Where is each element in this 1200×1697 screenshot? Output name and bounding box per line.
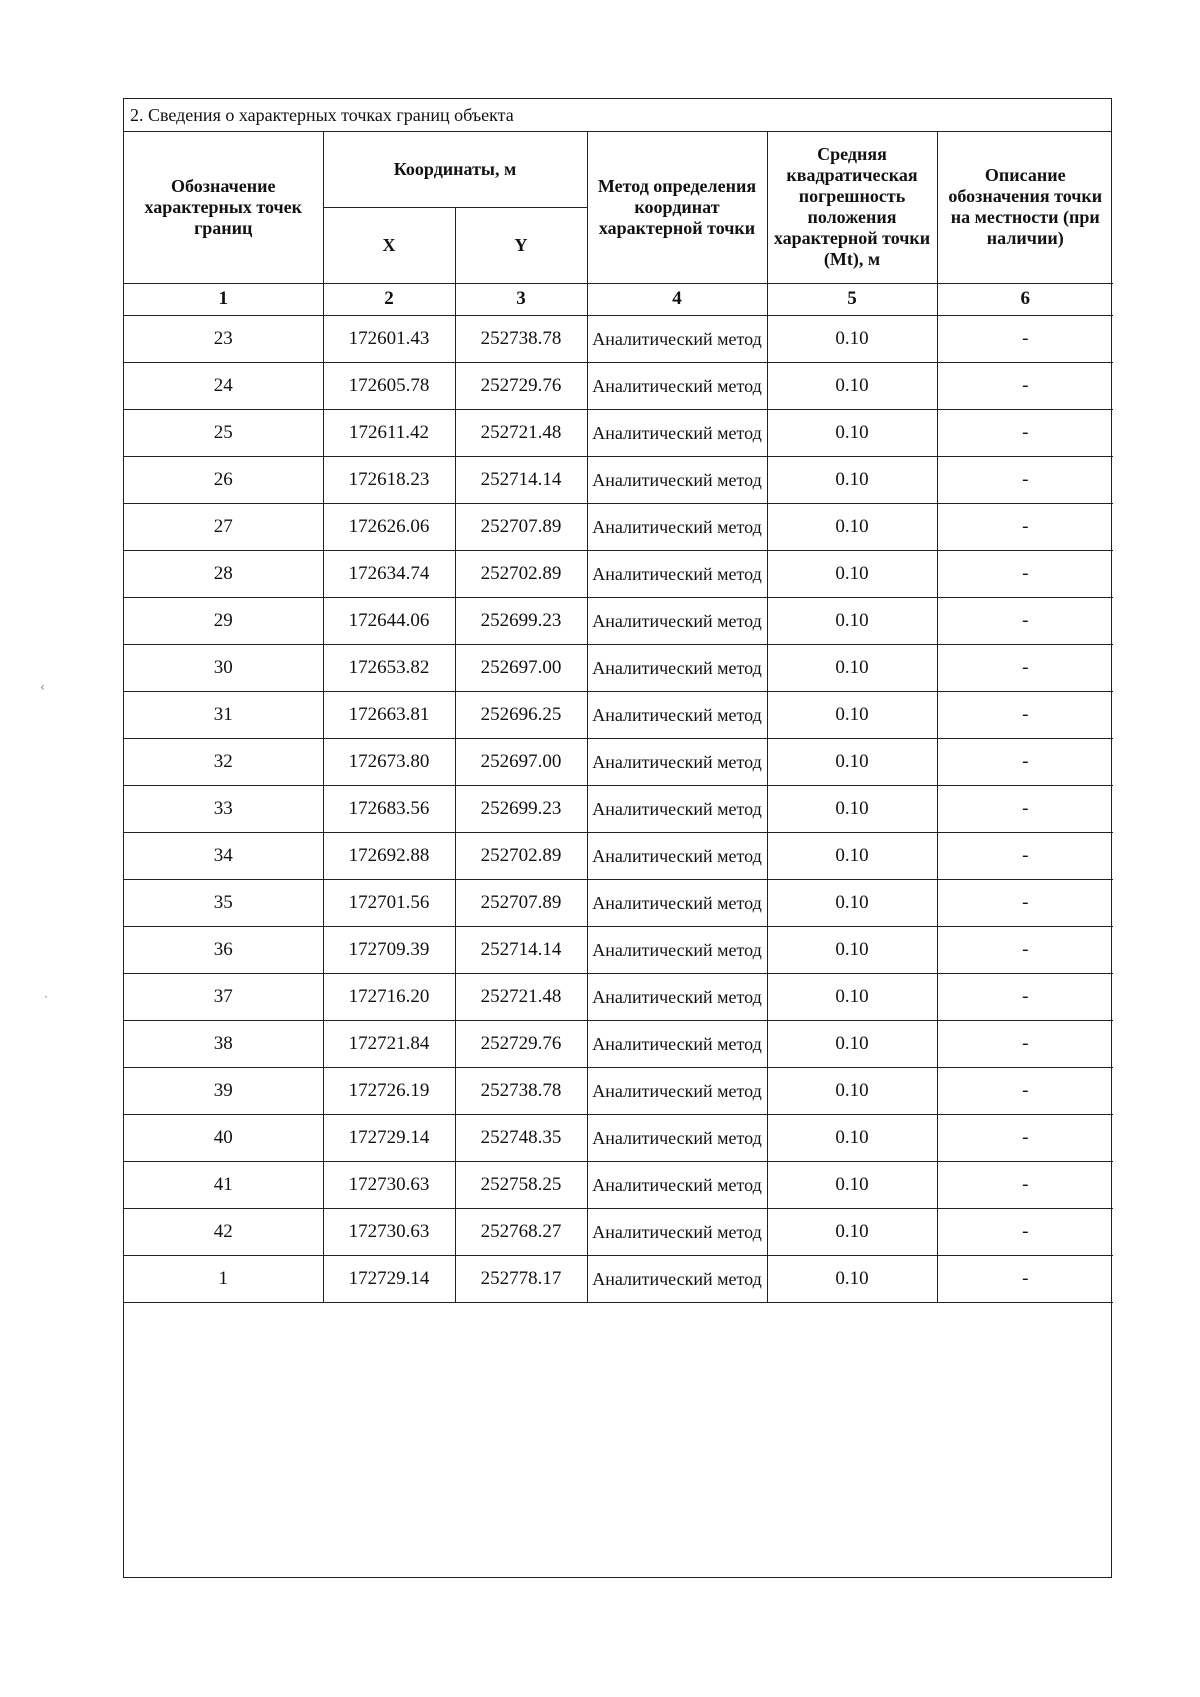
- method-cell: Аналитический метод: [587, 503, 767, 550]
- x-coordinate-cell: 172605.78: [323, 362, 455, 409]
- table-row: [124, 409, 1113, 456]
- x-coordinate-cell: 172729.14: [323, 1255, 455, 1302]
- description-cell: -: [937, 409, 1113, 456]
- description-cell: -: [937, 1161, 1113, 1208]
- table-row: [124, 644, 1113, 691]
- mt-cell: 0.10: [767, 973, 937, 1020]
- mt-cell: 0.10: [767, 315, 937, 362]
- x-coordinate-cell: 172683.56: [323, 785, 455, 832]
- scan-mark: ‹: [40, 680, 45, 694]
- header-method: Метод определения координат характерной точки: [587, 132, 767, 283]
- description-cell: -: [937, 1067, 1113, 1114]
- method-cell: Аналитический метод: [587, 409, 767, 456]
- column-number: 1: [124, 283, 323, 315]
- point-cell: 1: [124, 1255, 323, 1302]
- column-number: 5: [767, 283, 937, 315]
- description-cell: -: [937, 550, 1113, 597]
- mt-cell: 0.10: [767, 1161, 937, 1208]
- mt-cell: 0.10: [767, 1020, 937, 1067]
- x-coordinate-cell: 172626.06: [323, 503, 455, 550]
- table-row: [124, 832, 1113, 879]
- table-row: [124, 1020, 1113, 1067]
- point-cell: 39: [124, 1067, 323, 1114]
- method-cell: Аналитический метод: [587, 1161, 767, 1208]
- point-cell: 24: [124, 362, 323, 409]
- table-row: [124, 1255, 1113, 1302]
- mt-cell: 0.10: [767, 597, 937, 644]
- y-coordinate-cell: 252758.25: [455, 1161, 587, 1208]
- point-cell: 33: [124, 785, 323, 832]
- y-coordinate-cell: 252702.89: [455, 832, 587, 879]
- point-cell: 38: [124, 1020, 323, 1067]
- point-cell: 32: [124, 738, 323, 785]
- x-coordinate-cell: 172618.23: [323, 456, 455, 503]
- scan-mark: ·: [44, 990, 48, 1004]
- mt-cell: 0.10: [767, 550, 937, 597]
- point-cell: 27: [124, 503, 323, 550]
- description-cell: -: [937, 738, 1113, 785]
- y-coordinate-cell: 252707.89: [455, 879, 587, 926]
- mt-cell: 0.10: [767, 503, 937, 550]
- point-cell: 36: [124, 926, 323, 973]
- y-coordinate-cell: 252738.78: [455, 1067, 587, 1114]
- description-cell: -: [937, 1255, 1113, 1302]
- x-coordinate-cell: 172709.39: [323, 926, 455, 973]
- method-cell: Аналитический метод: [587, 1208, 767, 1255]
- table-row: [124, 1067, 1113, 1114]
- method-cell: Аналитический метод: [587, 362, 767, 409]
- y-coordinate-cell: 252707.89: [455, 503, 587, 550]
- description-cell: -: [937, 362, 1113, 409]
- x-coordinate-cell: 172611.42: [323, 409, 455, 456]
- point-cell: 31: [124, 691, 323, 738]
- table-row: [124, 973, 1113, 1020]
- y-coordinate-cell: 252696.25: [455, 691, 587, 738]
- method-cell: Аналитический метод: [587, 644, 767, 691]
- x-coordinate-cell: 172653.82: [323, 644, 455, 691]
- x-coordinate-cell: 172730.63: [323, 1161, 455, 1208]
- point-cell: 29: [124, 597, 323, 644]
- method-cell: Аналитический метод: [587, 973, 767, 1020]
- y-coordinate-cell: 252699.23: [455, 597, 587, 644]
- header-coordinates: Координаты, м: [323, 132, 587, 207]
- mt-cell: 0.10: [767, 832, 937, 879]
- table-row: [124, 315, 1113, 362]
- point-cell: 26: [124, 456, 323, 503]
- y-coordinate-cell: 252778.17: [455, 1255, 587, 1302]
- x-coordinate-cell: 172644.06: [323, 597, 455, 644]
- x-coordinate-cell: 172721.84: [323, 1020, 455, 1067]
- header-x: X: [323, 207, 455, 283]
- header-y: Y: [455, 207, 587, 283]
- description-cell: -: [937, 1114, 1113, 1161]
- point-cell: 23: [124, 315, 323, 362]
- mt-cell: 0.10: [767, 879, 937, 926]
- y-coordinate-cell: 252697.00: [455, 738, 587, 785]
- x-coordinate-cell: 172730.63: [323, 1208, 455, 1255]
- header-mt: Средняя квадратическая погрешность положения характерной точки (Mt), м: [767, 132, 937, 283]
- y-coordinate-cell: 252697.00: [455, 644, 587, 691]
- description-cell: -: [937, 597, 1113, 644]
- header-point-designation: Обозначение характерных точек границ: [124, 132, 323, 283]
- point-cell: 28: [124, 550, 323, 597]
- x-coordinate-cell: 172701.56: [323, 879, 455, 926]
- method-cell: Аналитический метод: [587, 1255, 767, 1302]
- y-coordinate-cell: 252721.48: [455, 409, 587, 456]
- mt-cell: 0.10: [767, 1255, 937, 1302]
- column-number: 3: [455, 283, 587, 315]
- method-cell: Аналитический метод: [587, 785, 767, 832]
- method-cell: Аналитический метод: [587, 315, 767, 362]
- method-cell: Аналитический метод: [587, 926, 767, 973]
- y-coordinate-cell: 252702.89: [455, 550, 587, 597]
- table-row: [124, 785, 1113, 832]
- method-cell: Аналитический метод: [587, 879, 767, 926]
- section-title: 2. Сведения о характерных точках границ объекта: [124, 99, 1111, 132]
- mt-cell: 0.10: [767, 362, 937, 409]
- table-row: [124, 926, 1113, 973]
- description-cell: -: [937, 1208, 1113, 1255]
- point-cell: 41: [124, 1161, 323, 1208]
- point-cell: 37: [124, 973, 323, 1020]
- description-cell: -: [937, 691, 1113, 738]
- table-row: [124, 597, 1113, 644]
- method-cell: Аналитический метод: [587, 1114, 767, 1161]
- point-cell: 40: [124, 1114, 323, 1161]
- description-cell: -: [937, 1020, 1113, 1067]
- x-coordinate-cell: 172673.80: [323, 738, 455, 785]
- method-cell: Аналитический метод: [587, 691, 767, 738]
- table-row: [124, 1161, 1113, 1208]
- x-coordinate-cell: 172692.88: [323, 832, 455, 879]
- table-row: [124, 738, 1113, 785]
- description-cell: -: [937, 503, 1113, 550]
- x-coordinate-cell: 172729.14: [323, 1114, 455, 1161]
- y-coordinate-cell: 252738.78: [455, 315, 587, 362]
- y-coordinate-cell: 252714.14: [455, 926, 587, 973]
- point-cell: 35: [124, 879, 323, 926]
- table-row: [124, 1114, 1113, 1161]
- column-number: 4: [587, 283, 767, 315]
- mt-cell: 0.10: [767, 1208, 937, 1255]
- y-coordinate-cell: 252721.48: [455, 973, 587, 1020]
- point-cell: 42: [124, 1208, 323, 1255]
- method-cell: Аналитический метод: [587, 832, 767, 879]
- point-cell: 30: [124, 644, 323, 691]
- y-coordinate-cell: 252729.76: [455, 362, 587, 409]
- table-row: [124, 691, 1113, 738]
- table-row: [124, 362, 1113, 409]
- point-cell: 25: [124, 409, 323, 456]
- description-cell: -: [937, 456, 1113, 503]
- y-coordinate-cell: 252748.35: [455, 1114, 587, 1161]
- method-cell: Аналитический метод: [587, 1020, 767, 1067]
- column-number: 6: [937, 283, 1113, 315]
- method-cell: Аналитический метод: [587, 1067, 767, 1114]
- boundary-points-table: [124, 132, 1113, 1303]
- method-cell: Аналитический метод: [587, 738, 767, 785]
- table-row: [124, 879, 1113, 926]
- description-cell: -: [937, 644, 1113, 691]
- description-cell: -: [937, 785, 1113, 832]
- table-row: [124, 456, 1113, 503]
- y-coordinate-cell: 252699.23: [455, 785, 587, 832]
- mt-cell: 0.10: [767, 1114, 937, 1161]
- mt-cell: 0.10: [767, 738, 937, 785]
- point-cell: 34: [124, 832, 323, 879]
- y-coordinate-cell: 252768.27: [455, 1208, 587, 1255]
- description-cell: -: [937, 926, 1113, 973]
- description-cell: -: [937, 315, 1113, 362]
- x-coordinate-cell: 172601.43: [323, 315, 455, 362]
- x-coordinate-cell: 172726.19: [323, 1067, 455, 1114]
- x-coordinate-cell: 172634.74: [323, 550, 455, 597]
- document-frame: [123, 98, 1112, 1578]
- table-row: [124, 550, 1113, 597]
- column-number: 2: [323, 283, 455, 315]
- method-cell: Аналитический метод: [587, 550, 767, 597]
- y-coordinate-cell: 252714.14: [455, 456, 587, 503]
- method-cell: Аналитический метод: [587, 597, 767, 644]
- x-coordinate-cell: 172716.20: [323, 973, 455, 1020]
- x-coordinate-cell: 172663.81: [323, 691, 455, 738]
- mt-cell: 0.10: [767, 926, 937, 973]
- method-cell: Аналитический метод: [587, 456, 767, 503]
- table-row: [124, 1208, 1113, 1255]
- y-coordinate-cell: 252729.76: [455, 1020, 587, 1067]
- mt-cell: 0.10: [767, 1067, 937, 1114]
- table-row: [124, 503, 1113, 550]
- mt-cell: 0.10: [767, 409, 937, 456]
- description-cell: -: [937, 973, 1113, 1020]
- description-cell: -: [937, 832, 1113, 879]
- description-cell: -: [937, 879, 1113, 926]
- mt-cell: 0.10: [767, 691, 937, 738]
- header-description: Описание обозначения точки на местности (при наличии): [937, 132, 1113, 283]
- mt-cell: 0.10: [767, 456, 937, 503]
- mt-cell: 0.10: [767, 644, 937, 691]
- table-body: [124, 315, 1113, 1302]
- mt-cell: 0.10: [767, 785, 937, 832]
